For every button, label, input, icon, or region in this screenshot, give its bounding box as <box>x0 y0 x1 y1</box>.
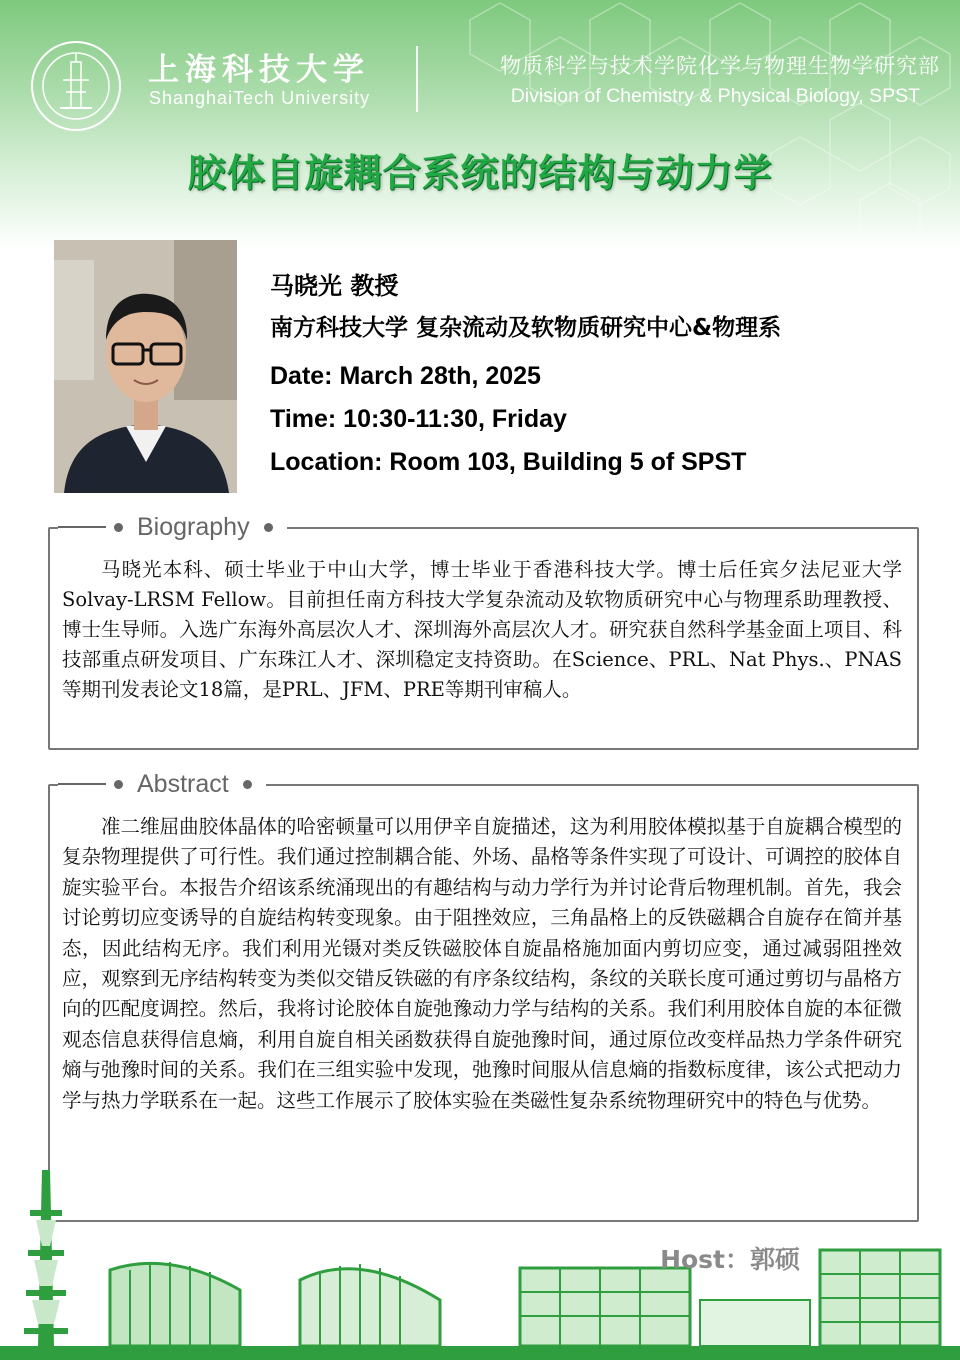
speaker-photo <box>54 240 237 493</box>
bullet-dot-icon <box>114 780 123 789</box>
speaker-name: 马晓光 教授 <box>270 272 399 300</box>
talk-time: Time: 10:30-11:30, Friday <box>270 405 567 433</box>
university-seal-icon <box>30 40 122 132</box>
department-name-en: Division of Chemistry & Physical Biology, SPST <box>510 85 920 107</box>
talk-date: Date: March 28th, 2025 <box>270 362 541 390</box>
bullet-dot-icon <box>264 523 273 532</box>
talk-title: 胶体自旋耦合系统的结构与动力学 <box>187 151 773 195</box>
abstract-heading-label: Abstract <box>137 769 229 798</box>
university-name-en: ShanghaiTech University <box>149 88 371 108</box>
host-name: Host：郭硕 <box>660 1245 800 1274</box>
biography-text: 马晓光本科、硕士毕业于中山大学，博士毕业于香港科技大学。博士后任宾夕法尼亚大学Solvay-LRSM Fellow。目前担任南方科技大学复杂流动及软物质研究中心与物理系助理教授、博士生导师。入选广东海外高层次人才、深圳海外高层次人才。研究获自然科学基金面上项目、科技部重点研发项目、广东珠江人才、深圳稳定支持资助。在Science、PRL、Nat Phys.、PNAS等期刊发表论文18篇，是PRL、JFM、PRE等期刊审稿人。 <box>62 558 902 701</box>
heading-line <box>58 783 106 785</box>
university-name-cn: 上海科技大学 <box>148 52 370 88</box>
hexagon-pattern <box>0 0 960 250</box>
speaker-affiliation: 南方科技大学 复杂流动及软物质研究中心&物理系 <box>270 315 782 341</box>
header-divider <box>416 46 418 112</box>
heading-line <box>58 526 106 528</box>
abstract-heading <box>58 770 266 798</box>
bullet-dot-icon <box>114 523 123 532</box>
bullet-dot-icon <box>243 780 252 789</box>
biography-heading <box>58 513 287 541</box>
biography-heading-label: Biography <box>137 512 250 541</box>
campus-skyline-illustration <box>0 1150 960 1360</box>
talk-location: Location: Room 103, Building 5 of SPST <box>270 448 747 476</box>
abstract-text: 准二维屈曲胶体晶体的哈密顿量可以用伊辛自旋描述，这为利用胶体模拟基于自旋耦合模型的复杂物理提供了可行性。我们通过控制耦合能、外场、晶格等条件实现了可设计、可调控的胶体自旋实验平台。本报告介绍该系统涌现出的有趣结构与动力学行为并讨论背后物理机制。首先，我会讨论剪切应变诱导的自旋结构转变现象。由于阻挫效应，三角晶格上的反铁磁耦合自旋存在简并基态，因此结构无序。我们利用光镊对类反铁磁胶体自旋晶格施加面内剪切应变，通过减弱阻挫效应，观察到无序结构转变为类似交错反铁磁的有序条纹结构，条纹的关联长度可通过剪切与晶格方向的匹配度调控。然后，我将讨论胶体自旋弛豫动力学与结构的关系。我们利用胶体自旋的本征微观态信息获得信息熵，利用自旋自相关函数获得自旋弛豫时间，通过原位改变样品热力学条件研究熵与弛豫时间的关系。我们在三组实验中发现，弛豫时间服从信息熵的指数标度律，该公式把动力学与热力学联系在一起。这些工作展示了胶体实验在类磁性复杂系统物理研究中的特色与优势。 <box>62 815 902 1112</box>
department-name-cn: 物质科学与技术学院化学与物理生物学研究部 <box>500 54 940 78</box>
